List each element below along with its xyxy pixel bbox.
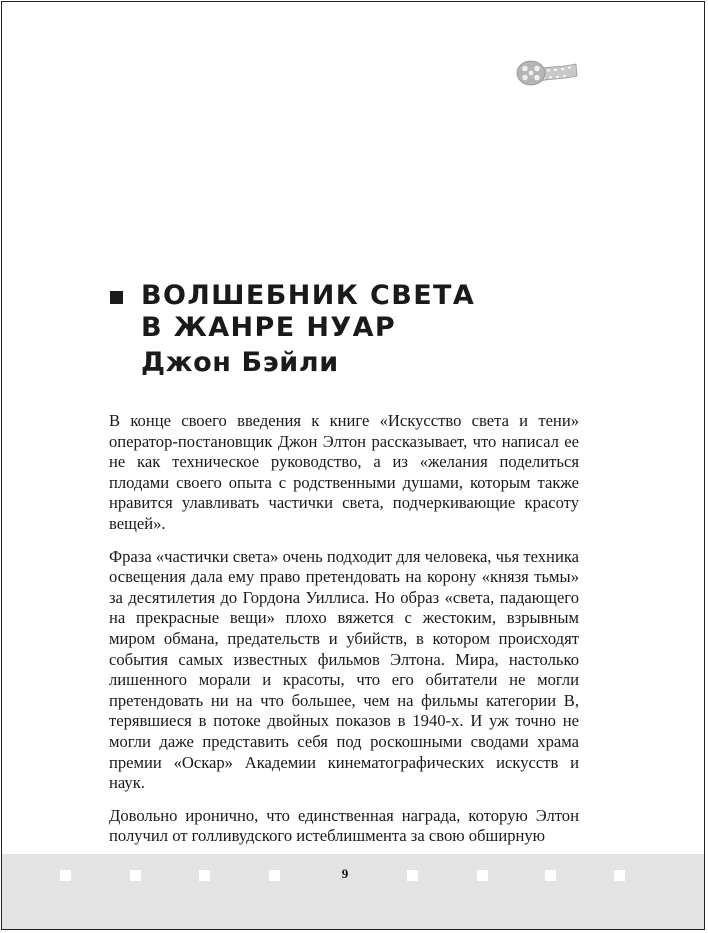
- film-perforation: [269, 870, 280, 881]
- film-perforation: [60, 870, 71, 881]
- body-paragraph-3: Довольно иронично, что единственная награда, которую Элтон получил от голливудского истеблишмента за свою обширную: [109, 805, 579, 846]
- film-reel-icon: [516, 58, 578, 88]
- page-footer: [2, 854, 704, 930]
- chapter-title-line-1: ВОЛШЕБНИК СВЕТА: [141, 280, 476, 311]
- film-perforation: [545, 870, 556, 881]
- film-perforation: [199, 870, 210, 881]
- body-paragraph-1: В конце своего введения к книге «Искусство света и тени» оператор-постановщик Джон Элтон рассказывает, что написал ее не как техническое руководство, а из «желания поделиться плодами своего опыта с родственными душами, которым также нравится улавливать частички света, подчеркивающие красоту вещей».: [109, 411, 579, 533]
- heading-square-marker: [110, 291, 123, 304]
- body-text: [109, 411, 579, 859]
- chapter-title-line-2: В ЖАНРЕ НУАР: [141, 312, 397, 343]
- page-number: 9: [341, 866, 349, 881]
- film-perforation: [407, 870, 418, 881]
- film-perforation: [130, 870, 141, 881]
- film-perforation: [614, 870, 625, 881]
- film-perforation: [477, 870, 488, 881]
- body-paragraph-2: Фраза «частички света» очень подходит для человека, чья техника освещения дала ему право претендовать на корону «князя тьмы» за десятилетия до Гордона Уиллиса. Но образ «света, падающего на прекрасные вещи» плохо вяжется с жестоким, взрывным миром обмана, предательств и убийств, в котором происходят события самых известных фильмов Элтона. Мира, настолько лишенного морали и красоты, что его обитатели не могли претендовать ни на что большее, чем на фильмы категории B, терявшиеся в потоке двойных показов в 1940-х. И уж точно не могли даже представить себя под роскошными сводами храма премии «Оскар» Академии кинематографических искусств и наук.: [109, 546, 579, 793]
- chapter-author: Джон Бэйли: [141, 347, 339, 378]
- book-page: [1, 1, 705, 930]
- chapter-heading: [110, 280, 475, 381]
